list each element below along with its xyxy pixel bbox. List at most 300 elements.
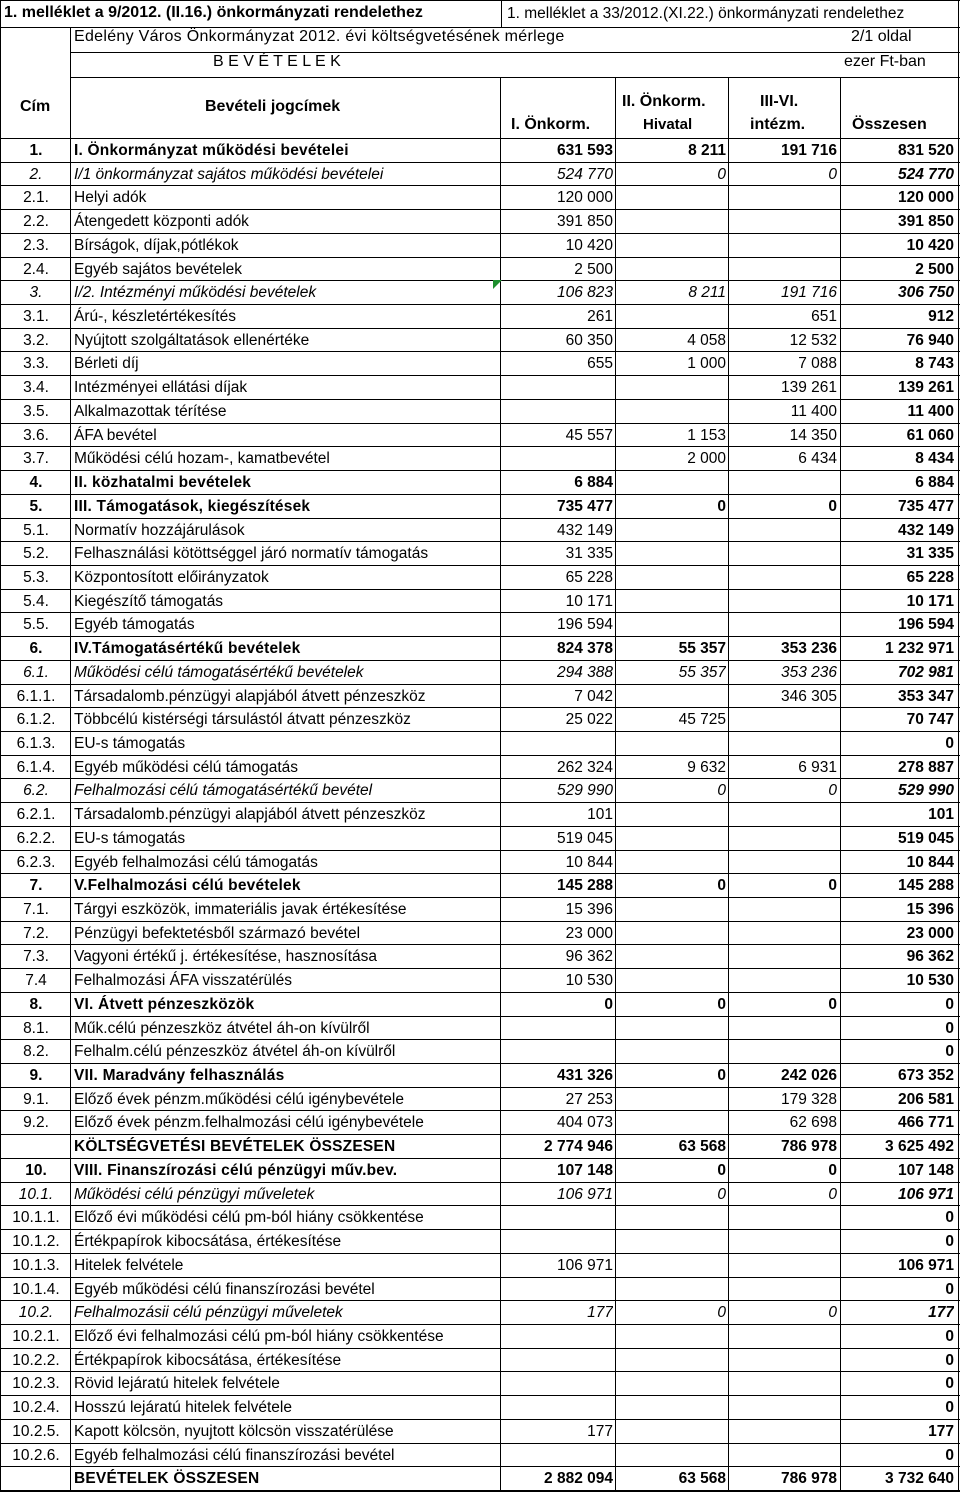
cell-hivatal xyxy=(616,400,726,423)
row-label: Bérleti díj xyxy=(74,355,139,373)
row-number: 8.1. xyxy=(23,1019,49,1037)
table-row xyxy=(0,139,960,163)
cell-hivatal: 0 xyxy=(717,877,726,895)
cell-intezm xyxy=(729,519,837,542)
cell-onkorm: 524 770 xyxy=(556,165,613,183)
row-number: 3.7. xyxy=(23,450,49,468)
cell-intezm xyxy=(729,969,837,992)
cell-onkorm xyxy=(500,1444,613,1467)
cell-total: 107 148 xyxy=(897,1161,954,1179)
row-label: Többcélú kistérségi társulástól átvatt pénzeszköz xyxy=(74,711,411,729)
row-label: Normatív hozzájárulások xyxy=(74,521,245,539)
table-row xyxy=(0,1088,960,1112)
table-row xyxy=(0,637,960,661)
row-label: Pénzügyi befektetésből származó bevétel xyxy=(74,924,361,942)
row-number: 6.1.1. xyxy=(16,687,56,705)
row-label: II. közhatalmi bevételek xyxy=(74,474,252,492)
cell-intezm xyxy=(729,1230,837,1253)
cell-onkorm: 529 990 xyxy=(556,782,613,800)
table-row xyxy=(0,1135,960,1159)
row-number: 6.2. xyxy=(23,782,49,800)
row-label: Értékpapírok kibocsátása, értékesítése xyxy=(74,1351,342,1369)
cell-onkorm: 7 042 xyxy=(574,687,613,705)
cell-total: 278 887 xyxy=(897,758,954,776)
cell-onkorm: 106 971 xyxy=(556,1185,613,1203)
row-number: 10.1.1. xyxy=(12,1209,60,1227)
cell-total: 529 990 xyxy=(897,782,954,800)
cell-hivatal xyxy=(616,851,726,874)
cell-intezm: 139 261 xyxy=(780,379,837,397)
table-row xyxy=(0,1017,960,1041)
row-number: 6.2.3. xyxy=(16,853,56,871)
row-number: 4. xyxy=(29,474,43,492)
cell-intezm: 786 978 xyxy=(780,1138,837,1156)
cell-hivatal: 0 xyxy=(717,995,726,1013)
cell-intezm: 651 xyxy=(811,308,837,326)
cell-hivatal xyxy=(616,305,726,328)
cell-hivatal xyxy=(616,1444,726,1467)
cell-intezm: 353 236 xyxy=(780,640,837,658)
row-number: 10.2.6. xyxy=(12,1446,60,1464)
cell-total: 466 771 xyxy=(897,1114,954,1132)
cell-hivatal xyxy=(616,803,726,826)
cell-total: 0 xyxy=(945,1019,954,1037)
cell-onkorm: 824 378 xyxy=(556,640,613,658)
row-number xyxy=(2,1467,70,1490)
row-number: 10.2. xyxy=(18,1304,54,1322)
cell-total: 391 850 xyxy=(897,213,954,231)
cell-onkorm: 10 844 xyxy=(565,853,613,871)
cell-total: 0 xyxy=(945,1399,954,1417)
row-label: Előző évi felhalmozási célú pm-ból hiány csökkentése xyxy=(74,1327,444,1345)
row-number: 5.1. xyxy=(23,521,49,539)
cell-onkorm xyxy=(500,1325,613,1348)
row-number: 10.1.2. xyxy=(12,1233,60,1251)
cell-hivatal xyxy=(616,1349,726,1372)
table-row xyxy=(0,874,960,898)
cell-onkorm: 262 324 xyxy=(556,758,613,776)
row-number: 5.5. xyxy=(23,616,49,634)
cell-onkorm: 25 022 xyxy=(565,711,613,729)
cell-total: 524 770 xyxy=(897,165,954,183)
cell-onkorm xyxy=(500,1230,613,1253)
cell-hivatal: 1 000 xyxy=(687,355,726,373)
cell-total: 8 743 xyxy=(915,355,954,373)
cell-hivatal: 2 000 xyxy=(687,450,726,468)
cell-intezm xyxy=(729,1040,837,1063)
row-number: 10. xyxy=(25,1161,47,1179)
row-label: Intézményei ellátási díjak xyxy=(74,379,248,397)
row-label: Helyi adók xyxy=(74,189,147,207)
table-row xyxy=(0,661,960,685)
row-number: 10.2.1. xyxy=(12,1327,60,1345)
column-header-intezm-line2: intézm. xyxy=(750,116,806,133)
cell-intezm xyxy=(729,1372,837,1395)
table-row xyxy=(0,447,960,471)
cell-total: 15 396 xyxy=(906,901,954,919)
row-label: Nyújtott szolgáltatások ellenértéke xyxy=(74,331,310,349)
row-label: Bírságok, díjak,pótlékok xyxy=(74,236,239,254)
cell-onkorm: 391 850 xyxy=(556,213,613,231)
table-row xyxy=(0,803,960,827)
cell-onkorm: 106 971 xyxy=(556,1256,613,1274)
cell-onkorm: 519 045 xyxy=(556,829,613,847)
column-header-no: Cím xyxy=(20,98,51,115)
cell-total: 0 xyxy=(945,1446,954,1464)
cell-hivatal xyxy=(616,210,726,233)
cell-onkorm xyxy=(500,1396,613,1419)
row-label: Alkalmazottak térítése xyxy=(74,402,227,420)
row-label: Felhalmozásii célú pénzügyi műveletek xyxy=(74,1304,343,1322)
cell-intezm: 346 305 xyxy=(780,687,837,705)
row-number: 6.1. xyxy=(23,663,49,681)
table-row xyxy=(0,827,960,851)
cell-onkorm: 432 149 xyxy=(556,521,613,539)
row-number xyxy=(2,1135,70,1158)
table-row xyxy=(0,566,960,590)
cell-onkorm xyxy=(500,1040,613,1063)
row-number: 7. xyxy=(29,877,43,895)
cell-onkorm: 177 xyxy=(587,1304,613,1322)
column-header-hivatal-line2: Hivatal xyxy=(643,116,693,133)
cell-intezm: 6 434 xyxy=(798,450,837,468)
row-label: Felhasználási kötöttséggel járó normatív támogatás xyxy=(74,545,429,563)
cell-total: 23 000 xyxy=(906,924,954,942)
row-number: 2.1. xyxy=(23,189,49,207)
table-row xyxy=(0,1325,960,1349)
table-row xyxy=(0,1467,960,1491)
cell-total: 0 xyxy=(945,1209,954,1227)
cell-hivatal xyxy=(616,258,726,281)
row-label: VII. Maradvány felhasználás xyxy=(74,1067,285,1085)
cell-intezm xyxy=(729,1420,837,1443)
column-header-name: Bevételi jogcímek xyxy=(205,98,341,115)
row-label: Rövid lejáratú hitelek felvétele xyxy=(74,1375,280,1393)
row-label: ÁFA bevétel xyxy=(74,426,157,444)
cell-intezm: 353 236 xyxy=(780,663,837,681)
title-left: 1. melléklet a 9/2012. (II.16.) önkormányzati rendelethez xyxy=(4,4,423,21)
cell-total: 735 477 xyxy=(897,497,954,515)
row-label: Műk.célú pénzeszköz átvétel áh-on kívülről xyxy=(74,1019,370,1037)
cell-intezm: 179 328 xyxy=(780,1090,837,1108)
cell-total: 10 420 xyxy=(906,236,954,254)
cell-hivatal xyxy=(616,234,726,257)
cell-hivatal xyxy=(616,1254,726,1277)
row-number: 6.1.4. xyxy=(16,758,56,776)
row-label: Társadalomb.pénzügyi alapjából átvett pénzeszköz xyxy=(74,806,426,824)
cell-intezm: 191 716 xyxy=(780,142,837,159)
cell-onkorm: 735 477 xyxy=(556,497,613,515)
column-header-hivatal-line1: II. Önkorm. xyxy=(622,93,706,110)
row-label: Előző évi működési célú pm-ból hiány csökkentése xyxy=(74,1209,424,1227)
cell-total: 101 xyxy=(928,806,954,824)
row-label: III. Támogatások, kiegészítések xyxy=(74,497,311,515)
cell-hivatal xyxy=(616,922,726,945)
cell-total: 8 434 xyxy=(915,450,954,468)
row-number: 3.4. xyxy=(23,379,49,397)
cell-onkorm: 120 000 xyxy=(556,189,613,207)
cell-intezm: 242 026 xyxy=(780,1067,837,1085)
cell-intezm xyxy=(729,210,837,233)
cell-hivatal xyxy=(616,898,726,921)
cell-total: 519 045 xyxy=(897,829,954,847)
row-label: Felhalm.célú pénzeszköz átvétel áh-on kívülről xyxy=(74,1043,396,1061)
row-number: 6.1.3. xyxy=(16,734,56,752)
cell-hivatal xyxy=(616,1017,726,1040)
cell-total: 912 xyxy=(928,308,954,326)
row-number: 5. xyxy=(29,497,43,515)
cell-intezm xyxy=(729,590,837,613)
row-label: EU-s támogatás xyxy=(74,829,186,847)
cell-hivatal xyxy=(616,1040,726,1063)
cell-total: 0 xyxy=(945,1375,954,1393)
cell-intezm xyxy=(729,1349,837,1372)
cell-total: 432 149 xyxy=(897,521,954,539)
cell-total: 10 844 xyxy=(906,853,954,871)
cell-hivatal xyxy=(616,1230,726,1253)
cell-onkorm: 10 530 xyxy=(565,972,613,990)
row-label: Egyéb működési célú támogatás xyxy=(74,758,299,776)
cell-hivatal: 0 xyxy=(717,1185,726,1203)
cell-total: 831 520 xyxy=(897,142,954,159)
cell-hivatal: 55 357 xyxy=(678,640,726,658)
cell-hivatal: 0 xyxy=(717,782,726,800)
cell-onkorm: 0 xyxy=(604,995,613,1013)
cell-intezm xyxy=(729,613,837,636)
cell-hivatal xyxy=(616,613,726,636)
table-row xyxy=(0,495,960,519)
row-number: 3.2. xyxy=(23,331,49,349)
row-number: 5.4. xyxy=(23,592,49,610)
row-label: Társadalomb.pénzügyi alapjából átvett pénzeszköz xyxy=(74,687,426,705)
cell-onkorm: 261 xyxy=(587,308,613,326)
row-number: 7.2. xyxy=(23,924,49,942)
table-row xyxy=(0,1349,960,1373)
cell-hivatal: 8 211 xyxy=(688,142,726,159)
cell-total: 65 228 xyxy=(906,568,954,586)
cell-intezm: 0 xyxy=(828,877,837,895)
cell-total: 353 347 xyxy=(897,687,954,705)
row-number: 2.3. xyxy=(23,236,49,254)
row-label: Egyéb felhalmozási célú finanszírozási bevétel xyxy=(74,1446,395,1464)
row-number: 10.2.2. xyxy=(12,1351,60,1369)
table-row xyxy=(0,1159,960,1183)
row-label: Előző évek pénzm.működési célú igénybevétele xyxy=(74,1090,404,1108)
table-row xyxy=(0,305,960,329)
table-row xyxy=(0,400,960,424)
cell-total: 61 060 xyxy=(906,426,954,444)
cell-onkorm xyxy=(500,1206,613,1229)
cell-onkorm: 45 557 xyxy=(565,426,613,444)
row-label: Működési célú támogatásértékű bevételek xyxy=(74,663,364,681)
row-label: IV.Támogatásértékű bevételek xyxy=(74,640,301,658)
cell-hivatal: 0 xyxy=(717,1304,726,1322)
cell-intezm: 12 532 xyxy=(789,331,837,349)
column-header-intezm-line1: III-VI. xyxy=(760,93,799,110)
row-label: I. Önkormányzat működési bevételei xyxy=(74,142,349,159)
cell-onkorm: 2 500 xyxy=(574,260,613,278)
cell-hivatal xyxy=(616,376,726,399)
cell-onkorm: 2 882 094 xyxy=(544,1470,613,1488)
row-label: BEVÉTELEK ÖSSZESEN xyxy=(74,1470,260,1488)
table-row xyxy=(0,186,960,210)
cell-intezm: 14 350 xyxy=(789,426,837,444)
cell-total: 196 594 xyxy=(897,616,954,634)
cell-onkorm: 177 xyxy=(587,1422,613,1440)
row-number: 10.1.3. xyxy=(12,1256,60,1274)
row-number: 7.1. xyxy=(23,901,49,919)
cell-total: 0 xyxy=(945,1043,954,1061)
table-row xyxy=(0,542,960,566)
cell-hivatal xyxy=(616,1396,726,1419)
table-row xyxy=(0,163,960,187)
cell-intezm: 0 xyxy=(828,782,837,800)
cell-total: 106 971 xyxy=(897,1256,954,1274)
cell-intezm: 0 xyxy=(828,165,837,183)
row-number: 2. xyxy=(29,165,43,183)
cell-total: 96 362 xyxy=(906,948,954,966)
cell-total: 177 xyxy=(928,1422,954,1440)
row-label: I/2. Intézményi működési bevételek xyxy=(74,284,317,302)
cell-intezm: 786 978 xyxy=(780,1470,837,1488)
cell-onkorm: 145 288 xyxy=(556,877,613,895)
cell-intezm xyxy=(729,1278,837,1301)
cell-intezm xyxy=(729,732,837,755)
row-label: Egyéb működési célú finanszírozási bevétel xyxy=(74,1280,375,1298)
cell-hivatal xyxy=(616,969,726,992)
cell-intezm: 0 xyxy=(828,497,837,515)
row-label: Felhalmozási ÁFA visszatérülés xyxy=(74,972,292,990)
cell-total: 31 335 xyxy=(906,545,954,563)
table-row xyxy=(0,329,960,353)
cell-total: 139 261 xyxy=(897,379,954,397)
row-label: Működési célú pénzügyi műveletek xyxy=(74,1185,315,1203)
row-number: 1. xyxy=(29,142,43,159)
cell-intezm xyxy=(729,1254,837,1277)
row-label: VI. Átvett pénzeszközök xyxy=(74,995,255,1013)
table-row xyxy=(0,258,960,282)
cell-onkorm: 96 362 xyxy=(565,948,613,966)
row-label: V.Felhalmozási célú bevételek xyxy=(74,877,301,895)
table-row xyxy=(0,1420,960,1444)
cell-intezm: 0 xyxy=(828,1304,837,1322)
row-label: Felhalmozási célú támogatásértékű bevétel xyxy=(74,782,373,800)
cell-onkorm: 31 335 xyxy=(565,545,613,563)
cell-intezm xyxy=(729,1206,837,1229)
row-label: Értékpapírok kibocsátása, értékesítése xyxy=(74,1233,342,1251)
cell-hivatal xyxy=(616,732,726,755)
cell-intezm: 0 xyxy=(828,995,837,1013)
cell-onkorm: 10 171 xyxy=(565,592,613,610)
cell-total: 0 xyxy=(945,1351,954,1369)
cell-total: 177 xyxy=(928,1304,954,1322)
cell-total: 0 xyxy=(945,1233,954,1251)
cell-total: 6 884 xyxy=(915,474,954,492)
section-title: B E V É T E L E K xyxy=(213,53,341,70)
cell-hivatal xyxy=(616,542,726,565)
table-row xyxy=(0,708,960,732)
table-row xyxy=(0,1444,960,1468)
cell-onkorm: 431 326 xyxy=(556,1067,613,1085)
cell-intezm: 11 400 xyxy=(790,402,837,420)
cell-total: 10 530 xyxy=(906,972,954,990)
cell-intezm xyxy=(729,803,837,826)
row-number: 9.1. xyxy=(23,1090,49,1108)
cell-intezm xyxy=(729,1444,837,1467)
cell-total: 106 971 xyxy=(897,1185,954,1203)
row-number: 10.1.4. xyxy=(12,1280,60,1298)
row-number: 8. xyxy=(29,995,43,1013)
cell-onkorm: 655 xyxy=(587,355,613,373)
table-row xyxy=(0,1206,960,1230)
row-number: 9.2. xyxy=(23,1114,49,1132)
cell-intezm xyxy=(729,708,837,731)
cell-intezm xyxy=(729,566,837,589)
cell-total: 0 xyxy=(945,1327,954,1345)
cell-onkorm xyxy=(500,1372,613,1395)
row-number: 3. xyxy=(29,284,43,302)
row-label: Átengedett központi adók xyxy=(74,213,249,231)
table-row xyxy=(0,281,960,305)
row-number: 6.2.1. xyxy=(16,806,56,824)
table-row xyxy=(0,1396,960,1420)
cell-onkorm: 10 420 xyxy=(565,236,613,254)
cell-hivatal xyxy=(616,1278,726,1301)
table-row xyxy=(0,210,960,234)
cell-intezm xyxy=(729,1017,837,1040)
cell-intezm xyxy=(729,827,837,850)
table-row xyxy=(0,898,960,922)
cell-total: 0 xyxy=(945,734,954,752)
cell-intezm xyxy=(729,1325,837,1348)
cell-intezm xyxy=(729,945,837,968)
cell-intezm xyxy=(729,922,837,945)
table-row xyxy=(0,969,960,993)
cell-hivatal xyxy=(616,945,726,968)
cell-total: 0 xyxy=(945,995,954,1013)
table-row xyxy=(0,234,960,258)
table-row xyxy=(0,613,960,637)
table-row xyxy=(0,851,960,875)
cell-hivatal xyxy=(616,471,726,494)
cell-hivatal xyxy=(616,186,726,209)
table-row xyxy=(0,993,960,1017)
cell-hivatal: 45 725 xyxy=(678,711,726,729)
table-row xyxy=(0,352,960,376)
row-number: 10.1. xyxy=(18,1185,54,1203)
cell-hivatal xyxy=(616,1372,726,1395)
row-label: VIII. Finanszírozási célú pénzügyi műv.bev. xyxy=(74,1161,398,1179)
row-number: 5.3. xyxy=(23,568,49,586)
table-row xyxy=(0,1040,960,1064)
cell-total: 76 940 xyxy=(906,331,954,349)
cell-intezm: 7 088 xyxy=(798,355,837,373)
table-row xyxy=(0,779,960,803)
cell-hivatal: 0 xyxy=(717,1161,726,1179)
cell-hivatal: 0 xyxy=(717,1067,726,1085)
cell-hivatal: 4 058 xyxy=(687,331,726,349)
cell-onkorm: 196 594 xyxy=(556,616,613,634)
row-label: Tárgyi eszközök, immateriális javak értékesítése xyxy=(74,901,407,919)
cell-onkorm: 631 593 xyxy=(556,142,613,159)
cell-intezm: 0 xyxy=(828,1185,837,1203)
cell-onkorm: 15 396 xyxy=(565,901,613,919)
table-row xyxy=(0,732,960,756)
row-number: 6. xyxy=(29,640,43,658)
row-label: Kiegészítő támogatás xyxy=(74,592,224,610)
cell-hivatal xyxy=(616,1420,726,1443)
document-subtitle: Edelény Város Önkormányzat 2012. évi költségvetésének mérlege xyxy=(74,28,565,45)
